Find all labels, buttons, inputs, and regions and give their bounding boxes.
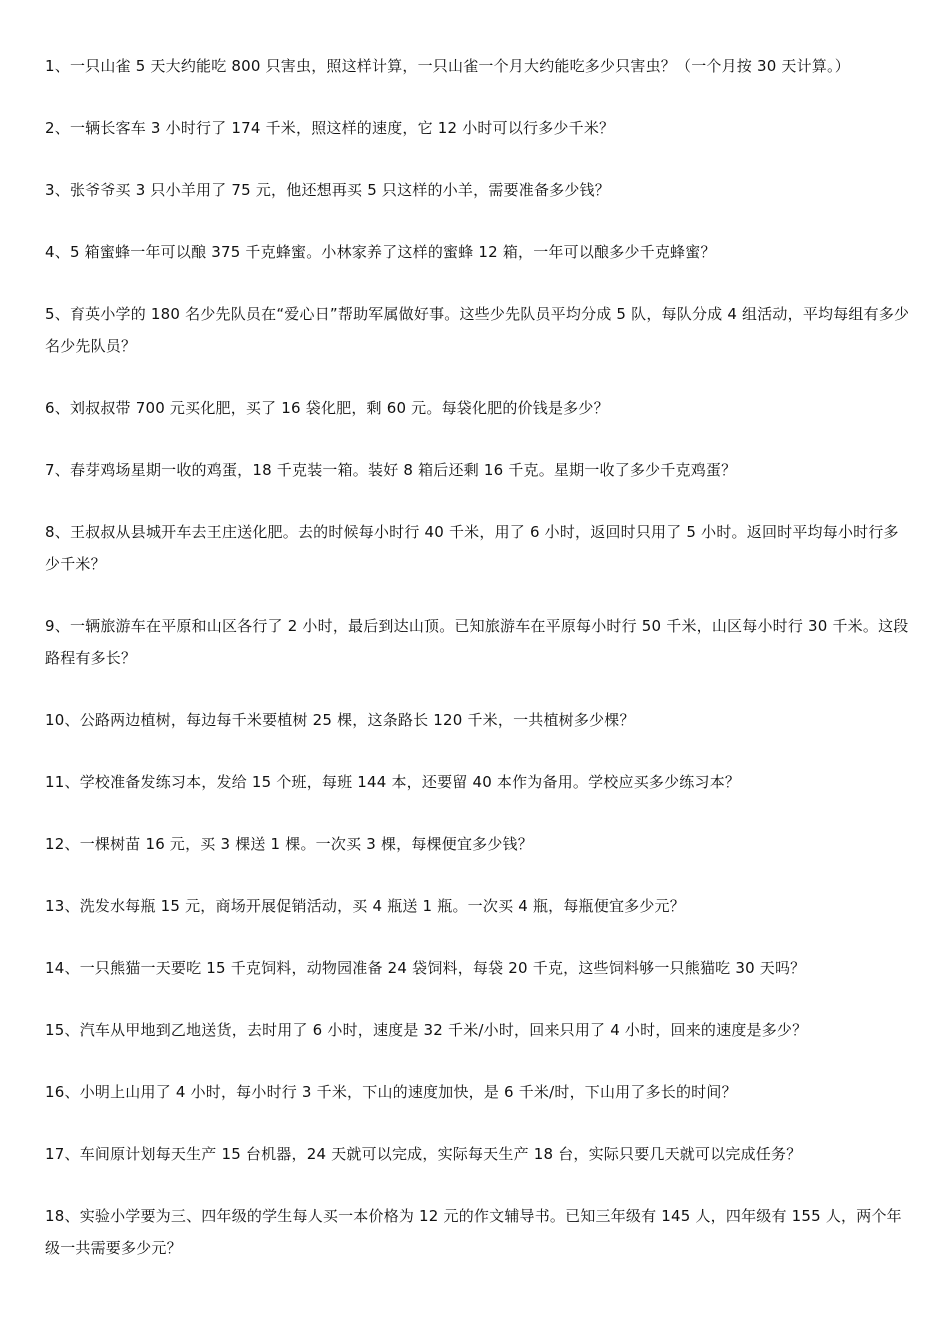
problem-item (45, 1076, 912, 1108)
problem-number: 14、 (45, 959, 80, 977)
problem-text: 车间原计划每天生产 15 台机器，24 天就可以完成，实际每天生产 18 台，实际只要几天就可以完成任务？ (79, 1145, 802, 1163)
problem-number: 13、 (45, 897, 80, 915)
problem-text: 张爷爷买 3 只小羊用了 75 元，他还想再买 5 只这样的小羊，需要准备多少钱？ (69, 181, 610, 199)
problem-item (45, 952, 912, 984)
problem-number: 4、 (45, 243, 70, 261)
problem-number: 12、 (45, 835, 80, 853)
problem-number: 8、 (45, 523, 70, 541)
problem-item (45, 890, 912, 922)
problem-number: 18、 (45, 1207, 80, 1225)
problem-item (45, 1200, 912, 1264)
problem-text: 5 箱蜜蜂一年可以酿 375 千克蜂蜜。小林家养了这样的蜜蜂 12 箱，一年可以酿多少千克蜂蜜？ (69, 243, 716, 261)
problem-text: 育英小学的 180 名少先队员在“爱心日”帮助军属做好事。这些少先队员平均分成 5 队，每队分成 4 组活动，平均每组有多少名少先队员？ (45, 305, 910, 355)
problem-text: 刘叔叔带 700 元买化肥，买了 16 袋化肥，剩 60 元。每袋化肥的价钱是多少？ (69, 399, 609, 417)
problem-text: 一只熊猫一天要吃 15 千克饲料，动物园准备 24 袋饲料，每袋 20 千克，这些饲料够一只熊猫吃 30 天吗？ (79, 959, 806, 977)
problem-text: 小明上山用了 4 小时，每小时行 3 千米，下山的速度加快，是 6 千米/时，下山用了多长的时间？ (79, 1083, 737, 1101)
problem-text: 王叔叔从县城开车去王庄送化肥。去的时候每小时行 40 千米，用了 6 小时，返回时只用了 5 小时。返回时平均每小时行多少千米？ (45, 523, 899, 573)
problem-item (45, 766, 912, 798)
problem-text: 公路两边植树，每边每千米要植树 25 棵，这条路长 120 千米，一共植树多少棵？ (79, 711, 635, 729)
problem-item (45, 50, 912, 82)
problem-number: 6、 (45, 399, 70, 417)
problem-item (45, 454, 912, 486)
problem-text: 一只山雀 5 天大约能吃 800 只害虫，照这样计算，一只山雀一个月大约能吃多少只害虫？（一个月按 30 天计算。） (69, 57, 850, 75)
problem-item (45, 392, 912, 424)
problem-item (45, 516, 912, 580)
problem-text: 实验小学要为三、四年级的学生每人买一本价格为 12 元的作文辅导书。已知三年级有 145 人，四年级有 155 人，两个年级一共需要多少元？ (45, 1207, 902, 1257)
problem-item (45, 298, 912, 362)
problem-text: 汽车从甲地到乙地送货，去时用了 6 小时，速度是 32 千米/小时，回来只用了 4 小时，回来的速度是多少？ (79, 1021, 808, 1039)
problem-text: 一辆长客车 3 小时行了 174 千米，照这样的速度，它 12 小时可以行多少千米？ (69, 119, 615, 137)
problem-number: 9、 (45, 617, 70, 635)
problem-number: 11、 (45, 773, 80, 791)
problem-item (45, 610, 912, 674)
problem-number: 10、 (45, 711, 80, 729)
problem-text: 春芽鸡场星期一收的鸡蛋，18 千克装一箱。装好 8 箱后还剩 16 千克。星期一收了多少千克鸡蛋？ (69, 461, 737, 479)
problem-number: 5、 (45, 305, 70, 323)
problem-number: 7、 (45, 461, 70, 479)
problem-text: 一棵树苗 16 元，买 3 棵送 1 棵。一次买 3 棵，每棵便宜多少钱？ (79, 835, 533, 853)
problem-item (45, 1138, 912, 1170)
problem-number: 17、 (45, 1145, 80, 1163)
problem-item (45, 1014, 912, 1046)
problem-item (45, 236, 912, 268)
problem-item (45, 112, 912, 144)
problem-number: 3、 (45, 181, 70, 199)
problem-list (45, 50, 912, 1264)
problem-item (45, 704, 912, 736)
problem-number: 15、 (45, 1021, 80, 1039)
problem-text: 洗发水每瓶 15 元，商场开展促销活动，买 4 瓶送 1 瓶。一次买 4 瓶，每瓶便宜多少元？ (79, 897, 685, 915)
problem-number: 1、 (45, 57, 70, 75)
problem-item (45, 828, 912, 860)
problem-item (45, 174, 912, 206)
problem-text: 一辆旅游车在平原和山区各行了 2 小时，最后到达山顶。已知旅游车在平原每小时行 50 千米，山区每小时行 30 千米。这段路程有多长？ (45, 617, 909, 667)
problem-number: 2、 (45, 119, 70, 137)
problem-number: 16、 (45, 1083, 80, 1101)
problem-text: 学校准备发练习本，发给 15 个班，每班 144 本，还要留 40 本作为备用。学校应买多少练习本？ (79, 773, 741, 791)
